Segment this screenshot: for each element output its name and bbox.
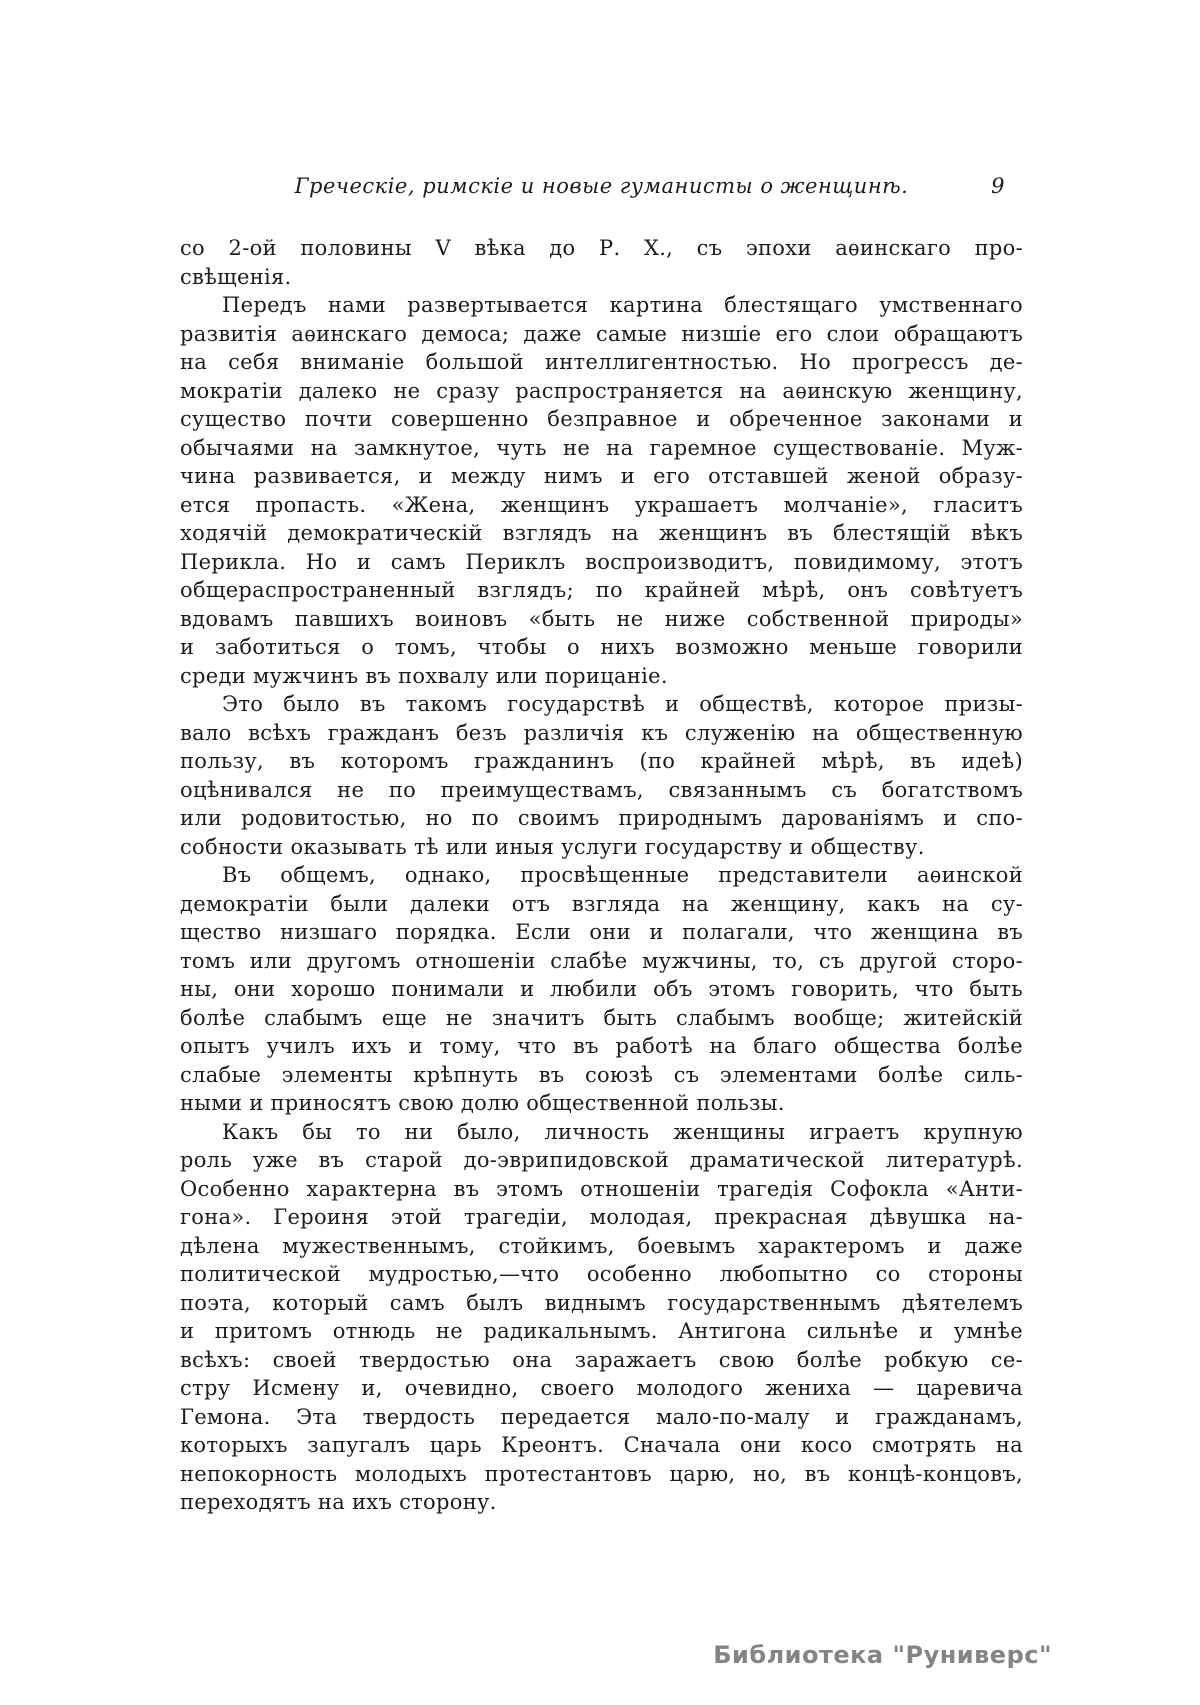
text-line: пользу, въ которомъ гражданинъ (по крайней мѣрѣ, въ идеѣ): [180, 749, 1023, 773]
paragraph: [180, 291, 1023, 690]
text-line: вало всѣхъ гражданъ безъ различія къ служенію на общественную: [180, 720, 1023, 745]
text-line: ходячій демократическій взглядъ на женщинъ въ блестящій вѣкъ: [180, 521, 1023, 545]
text-line: всѣхъ: своей твердостью она заражаетъ свою болѣе робкую се-: [180, 1347, 1023, 1372]
running-header: [180, 172, 1023, 200]
text-line: обычаями на замкнутое, чуть не на гаремное существованіе. Муж-: [180, 435, 1023, 460]
paragraph: [180, 1118, 1023, 1517]
text-line: стру Исмену и, очевидно, своего молодого жениха — царевича: [180, 1376, 1023, 1400]
text-line: собности оказывать тѣ или иныя услуги государству и обществу.: [180, 834, 925, 859]
text-line: непокорность молодыхъ протестантовъ царю, но, въ концѣ-концовъ,: [180, 1461, 1023, 1486]
text-line: которыхъ запугалъ царь Креонтъ. Сначала они косо смотрять на: [180, 1433, 1023, 1457]
text-line: опытъ училъ ихъ и тому, что въ работѣ на благо общества болѣе: [180, 1034, 1023, 1058]
page-number: 9: [991, 174, 1005, 198]
text-line: оцѣнивался не по преимуществамъ, связаннымъ съ богатствомъ: [180, 777, 1023, 802]
text-block: [180, 234, 1023, 1517]
text-line: или родовитостью, но по своимъ природнымъ дарованіямъ и спо-: [180, 806, 1023, 830]
text-line: ными и приносятъ свою долю общественной пользы.: [180, 1091, 785, 1115]
text-line: гона». Героиня этой трагедіи, молодая, прекрасная дѣвушка на-: [180, 1205, 1023, 1229]
text-line: слабые элементы крѣпнуть въ союзѣ съ элементами болѣе силь-: [180, 1062, 1023, 1087]
text-line: вдовамъ павшихъ воиновъ «быть не ниже собственной природы»: [180, 606, 1023, 631]
text-line: переходятъ на ихъ сторону.: [180, 1490, 497, 1514]
text-line: дѣлена мужественнымъ, стойкимъ, боевымъ характеромъ и даже: [180, 1233, 1023, 1258]
text-line: политической мудростью,—что особенно любопытно со стороны: [180, 1262, 1023, 1286]
text-line: чина развивается, и между нимъ и его отставшей женой образу-: [180, 464, 1023, 488]
text-line: Перикла. Но и самъ Периклъ воспроизводитъ, повидимому, этотъ: [180, 549, 1023, 574]
text-line: щество низшаго порядка. Если они и полагали, что женщина въ: [180, 920, 1023, 944]
text-line: свѣщенія.: [180, 264, 292, 289]
text-line: на себя вниманіе большой интеллигентностью. Но прогрессъ де-: [180, 350, 1023, 374]
text-line: Это было въ такомъ государствѣ и обществѣ, которое призы-: [222, 692, 1023, 716]
text-column: [180, 172, 1023, 1517]
text-line: ется пропасть. «Жена, женщинъ украшаетъ молчаніе», гласитъ: [180, 492, 1023, 517]
text-line: поэта, который самъ былъ виднымъ государственнымъ дѣятелемъ: [180, 1290, 1023, 1315]
text-line: ны, они хорошо понимали и любили объ этомъ говорить, что быть: [180, 977, 1023, 1001]
text-line: и притомъ отнюдь не радикальнымъ. Антигона сильнѣе и умнѣе: [180, 1319, 1023, 1343]
text-line: Гемона. Эта твердость передается мало-по-малу и гражданамъ,: [180, 1404, 1023, 1429]
text-line: со 2-ой половины V вѣка до Р. Х., съ эпохи аѳинскаго про-: [180, 236, 1023, 260]
text-line: мократіи далеко не сразу распространяется на аѳинскую женщину,: [180, 378, 1023, 403]
text-line: и заботиться о томъ, чтобы о нихъ возможно меньше говорили: [180, 635, 1023, 659]
text-line: демократіи были далеки отъ взгляда на женщину, какъ на су-: [180, 891, 1023, 916]
library-watermark: Библиотека "Руниверс": [713, 1641, 1052, 1669]
text-line: болѣе слабымъ еще не значитъ быть слабымъ вообще; житейскій: [180, 1005, 1023, 1030]
text-line: Какъ бы то ни было, личность женщины играетъ крупную: [222, 1119, 1023, 1144]
text-line: Въ общемъ, однако, просвѣщенные представители аѳинской: [222, 863, 1023, 887]
text-line: существо почти совершенно безправное и обреченное законами и: [180, 407, 1023, 431]
paragraph: [180, 861, 1023, 1118]
text-line: развитія аѳинскаго демоса; даже самые низшіе его слои обращаютъ: [180, 321, 1023, 346]
running-header-title: Греческіе, римскіе и новые гуманисты о женщинѣ.: [294, 174, 909, 198]
paragraph: [180, 234, 1023, 291]
text-line: роль уже въ старой до-эврипидовской драматической литературѣ.: [180, 1148, 1023, 1172]
text-line: общераспространенный взглядъ; по крайней мѣрѣ, онъ совѣтуетъ: [180, 578, 1023, 602]
paragraph: [180, 690, 1023, 861]
text-line: томъ или другомъ отношеніи слабѣе мужчины, то, съ другой сторо-: [180, 948, 1023, 973]
text-line: Особенно характерна въ этомъ отношеніи трагедія Софокла «Анти-: [180, 1176, 1023, 1201]
text-line: Передъ нами развертывается картина блестящаго умственнаго: [222, 293, 1023, 317]
text-line: среди мужчинъ въ похвалу или порицаніе.: [180, 663, 668, 688]
